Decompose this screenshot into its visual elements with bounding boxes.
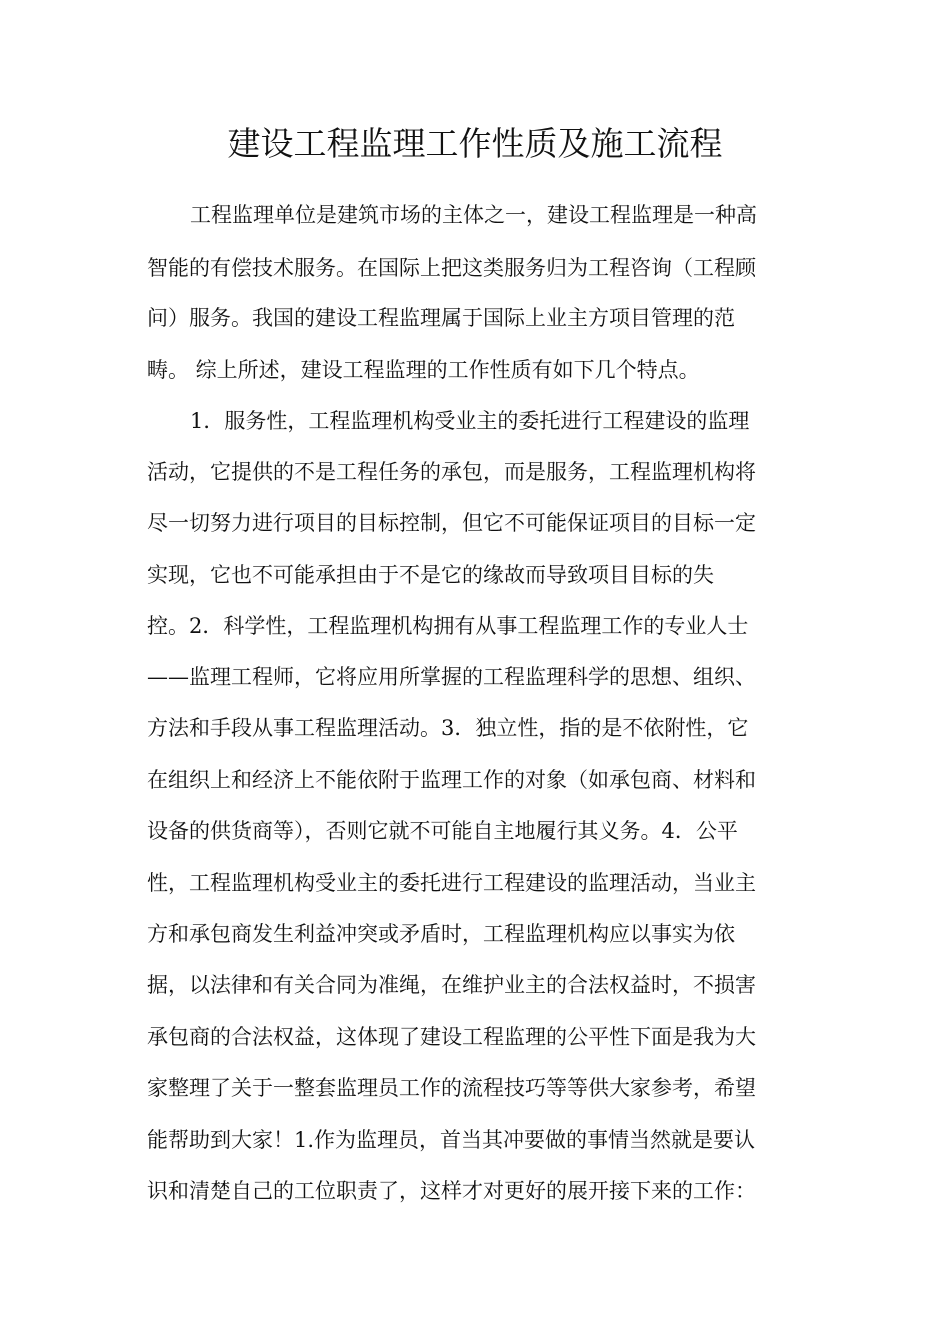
paragraph-line-10: ——监理工程师，它将应用所掌握的工程监理科学的思想、组织、 [147,665,756,689]
paragraph-line-13: 设备的供货商等），否则它就不可能自主地履行其义务。4．公平 [147,819,738,843]
paragraph-line-18: 家整理了关于一整套监理员工作的流程技巧等等供大家参考，希望 [147,1076,756,1100]
paragraph-line-5: 1．服务性，工程监理机构受业主的委托进行工程建设的监理 [190,409,750,433]
paragraph-line-6: 活动，它提供的不是工程任务的承包，而是服务，工程监理机构将 [147,460,756,484]
document-title: 建设工程监理工作性质及施工流程 [227,124,723,163]
paragraph-line-19: 能帮助到大家！1.作为监理员，首当其冲要做的事情当然就是要认 [147,1128,756,1152]
paragraph-line-3: 问）服务。我国的建设工程监理属于国际上业主方项目管理的范 [147,306,735,330]
paragraph-line-15: 方和承包商发生利益冲突或矛盾时，工程监理机构应以事实为依 [147,922,735,946]
paragraph-line-14: 性，工程监理机构受业主的委托进行工程建设的监理活动，当业主 [147,871,756,895]
paragraph-line-7: 尽一切努力进行项目的目标控制，但它不可能保证项目的目标一定 [147,511,756,535]
paragraph-line-20: 识和清楚自己的工位职责了，这样才对更好的展开接下来的工作： [147,1179,756,1203]
paragraph-line-8: 实现，它也不可能承担由于不是它的缘故而导致项目目标的失 [147,563,714,587]
paragraph-line-11: 方法和手段从事工程监理活动。3．独立性，指的是不依附性，它 [147,716,749,740]
paragraph-line-17: 承包商的合法权益，这体现了建设工程监理的公平性下面是我为大 [147,1025,756,1049]
paragraph-line-16: 据，以法律和有关合同为准绳，在维护业主的合法权益时，不损害 [147,973,756,997]
paragraph-line-9: 控。2．科学性，工程监理机构拥有从事工程监理工作的专业人士 [147,614,749,638]
paragraph-line-2: 智能的有偿技术服务。在国际上把这类服务归为工程咨询（工程顾 [147,256,756,280]
paragraph-line-4: 畴。 综上所述，建设工程监理的工作性质有如下几个特点。 [147,358,700,382]
paragraph-line-1: 工程监理单位是建筑市场的主体之一，建设工程监理是一种高 [190,203,757,227]
paragraph-line-12: 在组织上和经济上不能依附于监理工作的对象（如承包商、材料和 [147,768,756,792]
